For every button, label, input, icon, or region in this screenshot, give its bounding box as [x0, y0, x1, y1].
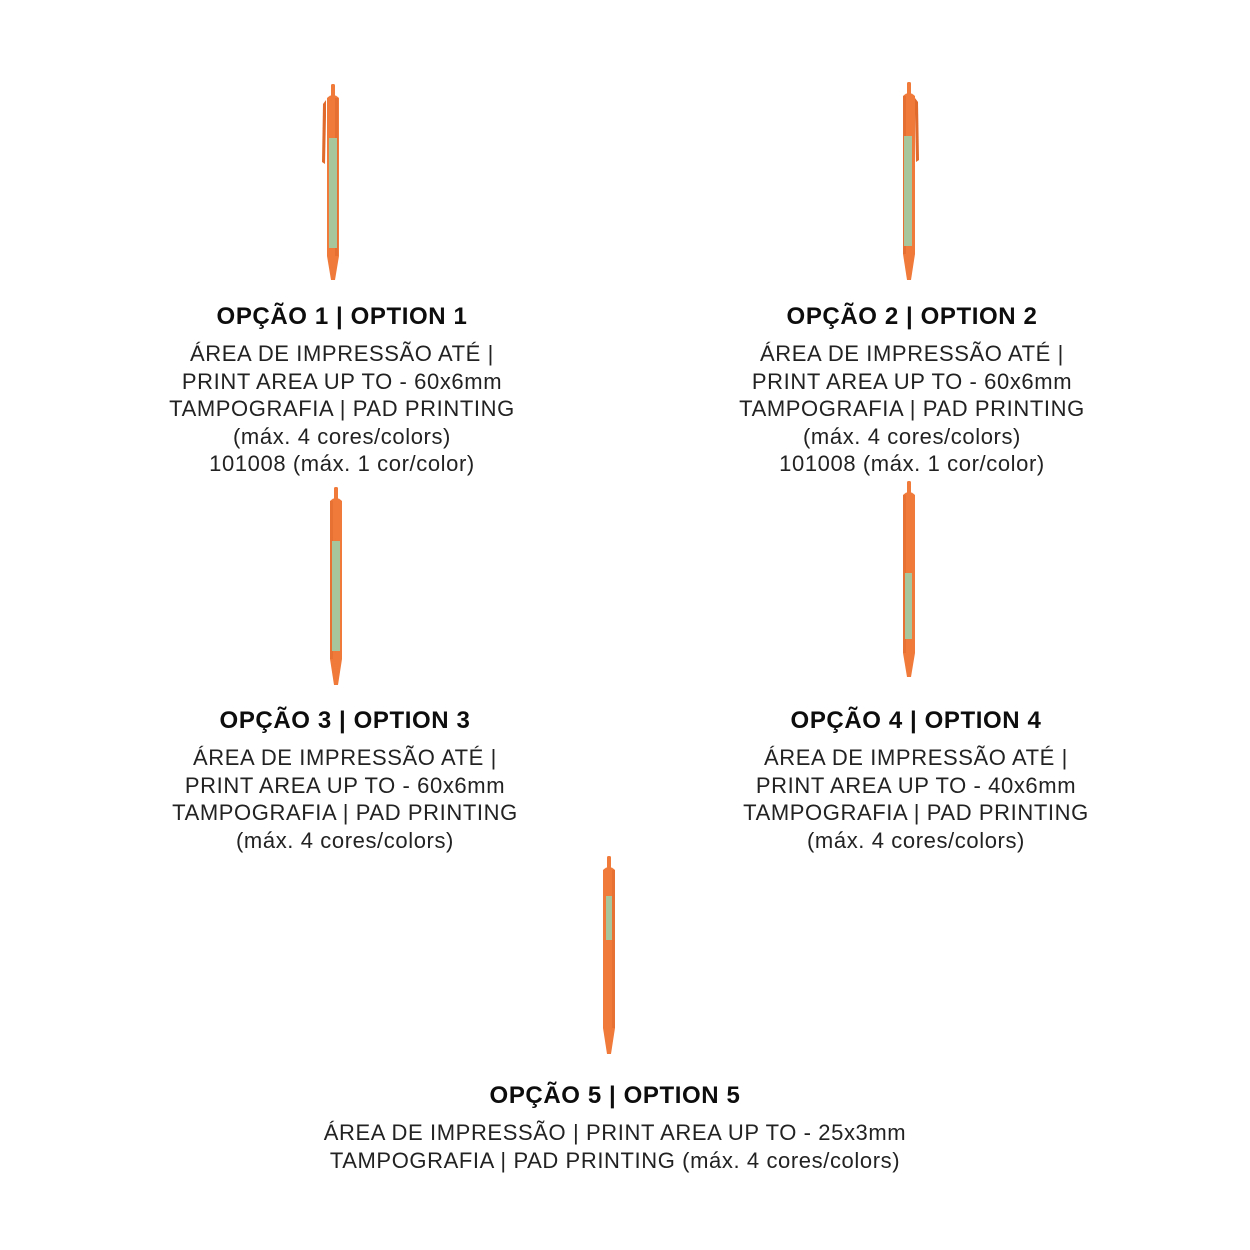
option-3-title: OPÇÃO 3 | OPTION 3 — [219, 707, 471, 734]
option-2-line: 101008 (máx. 1 cor/color) — [779, 451, 1045, 476]
option-3-line: ÁREA DE IMPRESSÃO ATÉ | — [193, 745, 497, 770]
pen-option-1-image — [318, 84, 348, 284]
pen-option-3-image — [323, 487, 353, 687]
option-3-block — [95, 706, 595, 854]
option-2-block — [662, 302, 1162, 478]
option-2-line: (máx. 4 cores/colors) — [803, 423, 1021, 449]
option-4-title: OPÇÃO 4 | OPTION 4 — [790, 707, 1042, 734]
option-4-line: ÁREA DE IMPRESSÃO ATÉ | — [764, 745, 1068, 770]
option-4-line: PRINT AREA UP TO - 40x6mm — [755, 772, 1077, 798]
pen-option-4-image — [896, 481, 926, 681]
option-3-line: (máx. 4 cores/colors) — [236, 827, 454, 853]
pen-option-2-image — [896, 82, 926, 282]
option-1-block — [92, 302, 592, 478]
option-1-title: OPÇÃO 1 | OPTION 1 — [216, 303, 468, 330]
option-2-title: OPÇÃO 2 | OPTION 2 — [786, 303, 1038, 330]
option-3-line: PRINT AREA UP TO - 60x6mm — [184, 772, 506, 798]
option-2-line: PRINT AREA UP TO - 60x6mm — [751, 368, 1073, 394]
option-1-line: ÁREA DE IMPRESSÃO ATÉ | — [190, 341, 494, 366]
option-4-block — [666, 706, 1166, 854]
option-3-line: TAMPOGRAFIA | PAD PRINTING — [172, 800, 518, 825]
option-5-block — [265, 1081, 965, 1174]
option-5-line: ÁREA DE IMPRESSÃO | PRINT AREA UP TO - 25x3mm — [323, 1120, 907, 1145]
option-2-line: TAMPOGRAFIA | PAD PRINTING — [739, 396, 1085, 421]
option-1-line: PRINT AREA UP TO - 60x6mm — [181, 368, 503, 394]
option-2-line: ÁREA DE IMPRESSÃO ATÉ | — [760, 341, 1064, 366]
pen-option-5-image — [596, 856, 626, 1056]
option-4-line: (máx. 4 cores/colors) — [807, 827, 1025, 853]
option-5-title: OPÇÃO 5 | OPTION 5 — [489, 1082, 741, 1109]
option-1-line: 101008 (máx. 1 cor/color) — [209, 451, 475, 476]
option-5-line: TAMPOGRAFIA | PAD PRINTING (máx. 4 cores/colors) — [329, 1147, 901, 1173]
option-1-line: (máx. 4 cores/colors) — [233, 423, 451, 449]
option-4-line: TAMPOGRAFIA | PAD PRINTING — [743, 800, 1089, 825]
option-1-line: TAMPOGRAFIA | PAD PRINTING — [169, 396, 515, 421]
